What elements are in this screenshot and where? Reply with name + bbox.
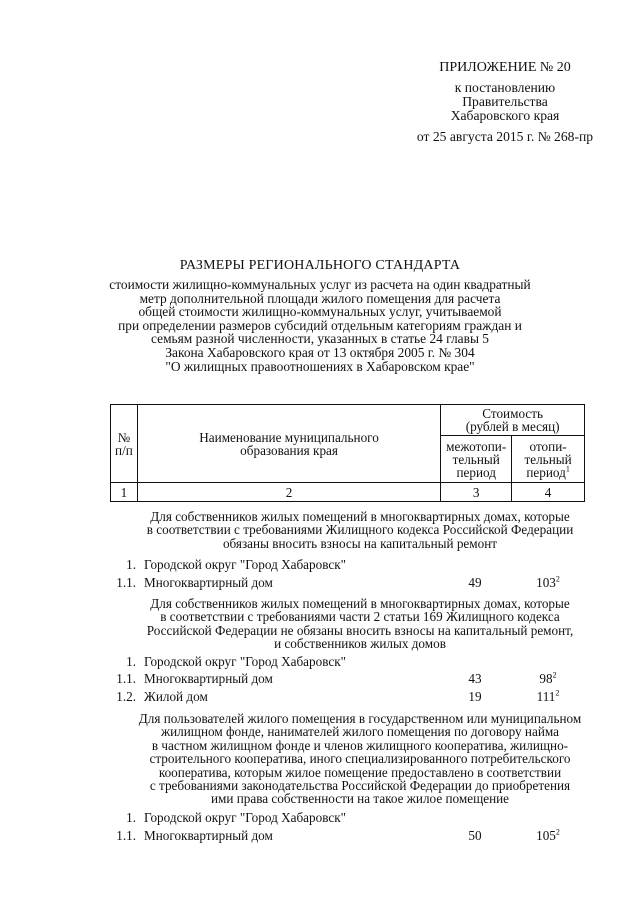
- subtitle-line: Закона Хабаровского края от 13 октября 2005 г. № 304: [165, 344, 475, 360]
- index-cell: 2: [137, 483, 440, 502]
- index-cell: 1: [111, 483, 138, 502]
- city-row: 1. Городской округ "Город Хабаровск": [126, 810, 347, 825]
- index-cell: 3: [441, 483, 512, 502]
- section-note: Для пользователей жилого помещения в государственном или муниципальном жилищном фонде, нанимателей жилого помещения по договору найма в частном жилищном фонде и членов жилищного кооператива, жилищно- строительного кооператива, иного специализированного потребительского кооператива, которым жилое помещение предоставлено в соответствии с требованиями законодательства Российской Федерации до приобретения ими права собственности на такое жилое помещение: [138, 711, 582, 807]
- city-row: 1. Городской округ "Город Хабаровск": [126, 654, 347, 669]
- subtitle-line: метр дополнительной площади жилого помещения для расчета: [139, 290, 501, 306]
- header-cost: Стоимость (рублей в месяц): [441, 405, 585, 436]
- subtitle-line: общей стоимости жилищно-коммунальных услуг, учитываемой: [138, 304, 502, 320]
- appendix-line: к постановлению: [454, 80, 556, 95]
- appendix-line: Хабаровского края: [450, 108, 560, 123]
- footnote-mark: 1: [565, 464, 570, 474]
- table-row: 1.1. Многоквартирный дом 49 $103^2$: [116, 574, 560, 590]
- index-cell: 4: [512, 483, 585, 502]
- table-row: 1.1. Многоквартирный дом 50 $105^2$: [116, 827, 560, 843]
- section-note: Для собственников жилых помещений в многоквартирных домах, которые в соответствии с требованиями части 2 статьи 169 Жилищного кодекса Российской Федерации не обязаны вносить взносы на капитальный ремонт, и собственников жилых домов: [146, 596, 574, 652]
- header-number: № п/п: [111, 405, 138, 483]
- standards-table-header: [110, 404, 585, 502]
- appendix-date: от 25 августа 2015 г. № 268-пр: [416, 129, 594, 144]
- subtitle-line: семьям разной численности, указанных в статье 24 главы 5: [151, 331, 489, 347]
- document-title: РАЗМЕРЫ РЕГИОНАЛЬНОГО СТАНДАРТА: [179, 258, 461, 273]
- header-municipality: Наименование муниципального образования края: [137, 405, 440, 483]
- subtitle-line: при определении размеров субсидий отдельным категориям граждан и: [118, 317, 522, 333]
- appendix-line: Правительства: [462, 94, 548, 109]
- subtitle-line: "О жилищных правоотношениях в Хабаровском крае": [165, 358, 475, 374]
- city-row: 1. Городской округ "Город Хабаровск": [126, 557, 347, 572]
- footnote-mark: 2: [555, 574, 560, 584]
- subtitle-line: стоимости жилищно-коммунальных услуг из расчета на один квадратный: [109, 277, 531, 292]
- table-row: 1.2. Жилой дом 19 $111^2$: [116, 688, 560, 704]
- header-heating-period: отопи- тельный период$^1$: [512, 436, 585, 483]
- header-non-heating-period: межотопи- тельный период: [441, 436, 512, 483]
- document-subtitle: [80, 278, 560, 373]
- footnote-mark: 2: [555, 827, 560, 837]
- footnote-mark: 2: [555, 688, 560, 698]
- appendix-block: [400, 81, 610, 144]
- section-note: Для собственников жилых помещений в многоквартирных домах, которые в соответствии с требованиями Жилищного кодекса Российской Федерации обязаны вносить взносы на капитальный ремонт: [146, 509, 574, 551]
- table-row: 1.1. Многоквартирный дом 43 $98^2$: [116, 670, 557, 686]
- appendix-title: ПРИЛОЖЕНИЕ № 20: [439, 60, 571, 75]
- footnote-mark: 2: [552, 670, 557, 680]
